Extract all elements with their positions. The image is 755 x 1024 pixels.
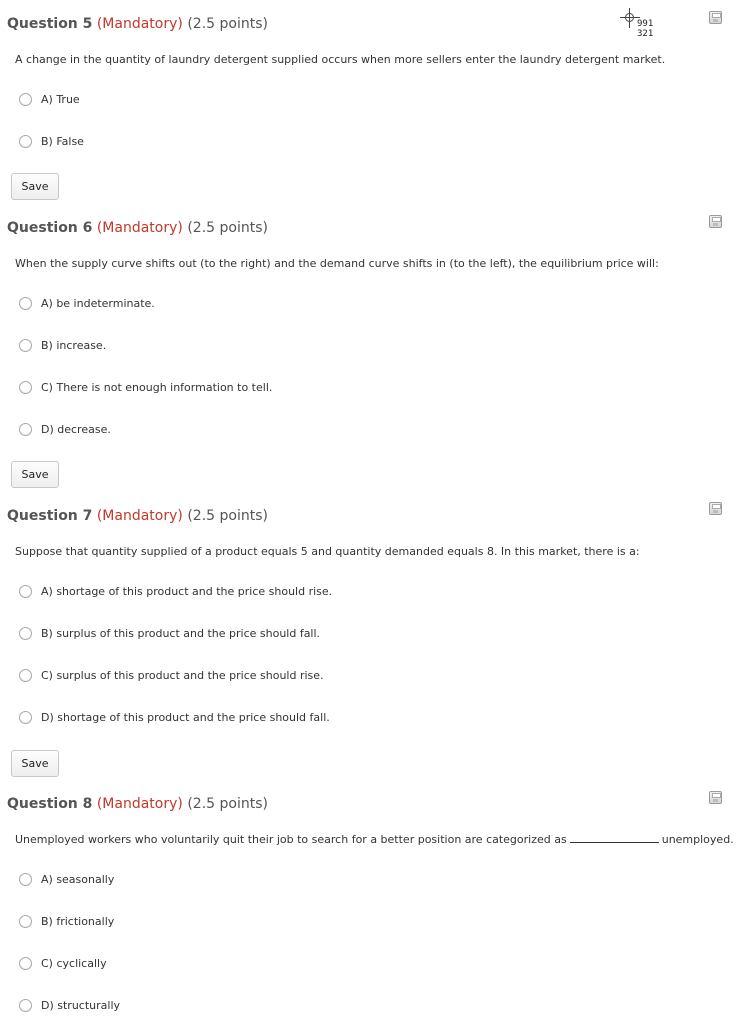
- option-label: B) False: [41, 135, 84, 148]
- answer-blank: [570, 833, 659, 843]
- option-label: C) cyclically: [41, 957, 107, 970]
- question-label: Question 6: [7, 220, 93, 236]
- option-label: B) surplus of this product and the price should fall.: [41, 627, 321, 640]
- question-label: Question 8: [7, 796, 93, 812]
- option-label: A) be indeterminate.: [41, 297, 155, 310]
- option-label: C) There is not enough information to tell.: [41, 381, 273, 394]
- radio-button[interactable]: [19, 999, 32, 1012]
- radio-button[interactable]: [19, 339, 32, 352]
- save-button[interactable]: Save: [11, 461, 59, 488]
- question-header: [7, 219, 268, 237]
- radio-button[interactable]: [19, 873, 32, 886]
- radio-button[interactable]: [19, 627, 32, 640]
- option-label: A) shortage of this product and the price should rise.: [41, 585, 333, 598]
- option-label: D) shortage of this product and the price should fall.: [41, 711, 330, 724]
- points-label: (2.5 points): [187, 508, 268, 524]
- question-text: A change in the quantity of laundry detergent supplied occurs when more sellers enter the laundry detergent market.: [15, 53, 666, 66]
- mandatory-label: (Mandatory): [96, 796, 183, 812]
- question-header: [7, 15, 268, 33]
- question-text-before-blank: Unemployed workers who voluntarily quit their job to search for a better position are categorized as: [15, 833, 567, 846]
- option-label: B) frictionally: [41, 915, 115, 928]
- radio-button[interactable]: [19, 423, 32, 436]
- option-label: C) surplus of this product and the price should rise.: [41, 669, 324, 682]
- save-answer-icon[interactable]: [709, 502, 722, 515]
- radio-button[interactable]: [19, 381, 32, 394]
- option-label: D) decrease.: [41, 423, 111, 436]
- points-label: (2.5 points): [187, 796, 268, 812]
- mandatory-label: (Mandatory): [96, 220, 183, 236]
- save-button[interactable]: Save: [11, 173, 59, 200]
- radio-button[interactable]: [19, 711, 32, 724]
- mandatory-label: (Mandatory): [96, 16, 183, 32]
- option-label: B) increase.: [41, 339, 107, 352]
- radio-button[interactable]: [19, 957, 32, 970]
- question-text-after-blank: unemployed.: [661, 833, 734, 846]
- coord-y: 321: [637, 29, 654, 39]
- mandatory-label: (Mandatory): [96, 508, 183, 524]
- option-label: A) seasonally: [41, 873, 115, 886]
- option-label: A) True: [41, 93, 80, 106]
- question-header: [7, 795, 268, 813]
- question-text: [15, 833, 734, 847]
- save-answer-icon[interactable]: [709, 215, 722, 228]
- radio-button[interactable]: [19, 93, 32, 106]
- save-button[interactable]: Save: [11, 750, 59, 777]
- save-answer-icon[interactable]: [709, 791, 722, 804]
- question-label: Question 5: [7, 16, 93, 32]
- question-text: Suppose that quantity supplied of a product equals 5 and quantity demanded equals 8. In this market, there is a:: [15, 545, 640, 558]
- coordinate-readout: [637, 19, 653, 39]
- points-label: (2.5 points): [187, 220, 268, 236]
- coord-x: 991: [637, 19, 654, 29]
- radio-button[interactable]: [19, 135, 32, 148]
- option-label: D) structurally: [41, 999, 121, 1012]
- question-label: Question 7: [7, 508, 93, 524]
- question-text: When the supply curve shifts out (to the right) and the demand curve shifts in (to the left), the equilibrium price will:: [15, 257, 659, 270]
- points-label: (2.5 points): [187, 16, 268, 32]
- radio-button[interactable]: [19, 297, 32, 310]
- radio-button[interactable]: [19, 915, 32, 928]
- radio-button[interactable]: [19, 585, 32, 598]
- save-answer-icon[interactable]: [709, 11, 722, 24]
- radio-button[interactable]: [19, 669, 32, 682]
- question-header: [7, 507, 268, 525]
